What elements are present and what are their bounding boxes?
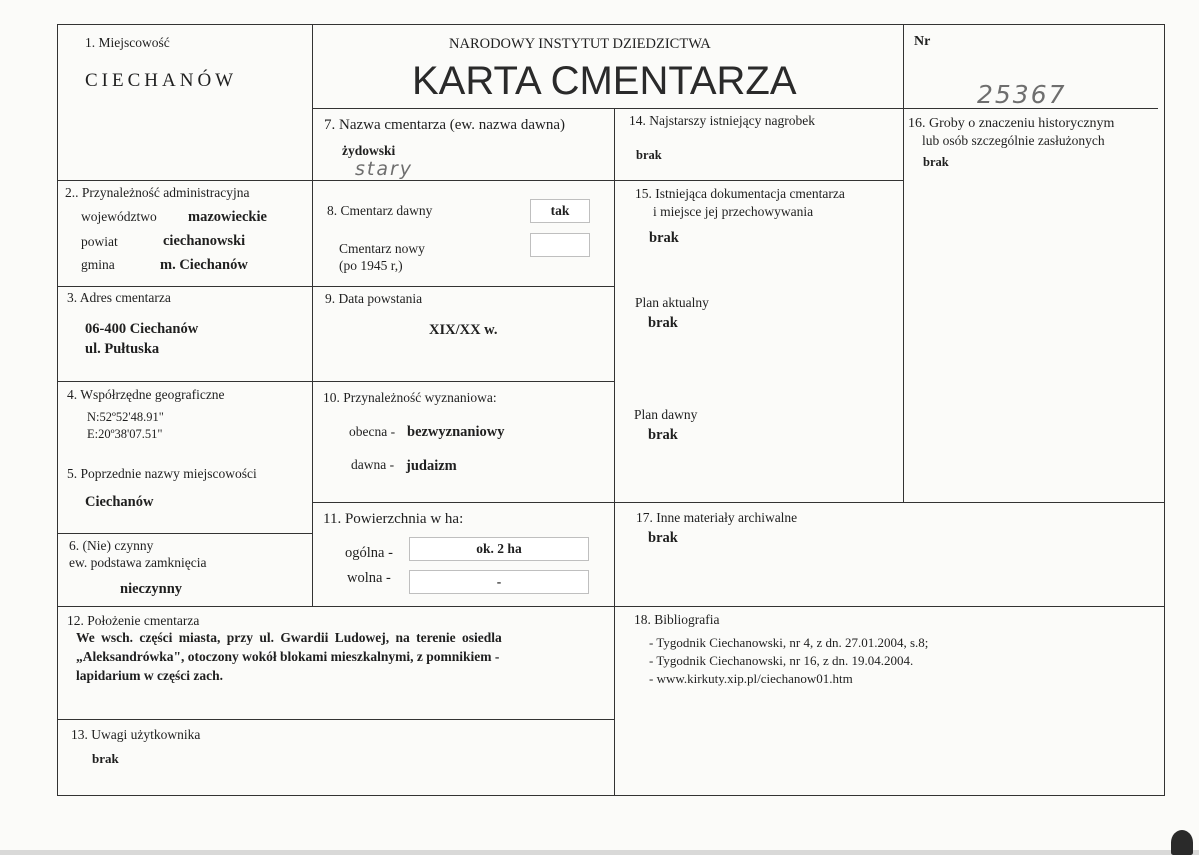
f8-nowy-sublabel: (po 1945 r,): [339, 258, 403, 273]
divider-col3: [903, 24, 904, 502]
f7-handwritten: stary: [355, 158, 414, 180]
bibliography-item: - Tygodnik Ciechanowski, nr 4, z dn. 27.01.2004, s.8;: [649, 635, 929, 650]
f10-obecna-label: obecna -: [349, 424, 396, 439]
border-left: [57, 24, 58, 796]
scan-blot: [1171, 830, 1193, 855]
f14-value: brak: [636, 148, 662, 162]
border-right: [1164, 24, 1165, 796]
divider-col1: [312, 24, 313, 606]
f6-value: nieczynny: [120, 581, 183, 597]
nr-label: Nr: [914, 34, 931, 49]
divider-f10: [312, 502, 1165, 503]
f3-line2: ul. Pułtuska: [85, 341, 160, 357]
divider-f9: [312, 381, 615, 382]
divider-col2: [614, 108, 615, 795]
cemetery-card-form: [57, 24, 1165, 796]
f10-dawna-label: dawna -: [351, 457, 395, 472]
f12-line2: „Aleksandrówka", otoczony wokół blokami mieszkalnymi, z pomnikiem -: [76, 649, 500, 664]
f8-nowy-label: Cmentarz nowy: [339, 241, 425, 256]
divider-f5: [57, 533, 313, 534]
f8-nowy-box[interactable]: [530, 233, 590, 257]
f15-value: brak: [649, 230, 679, 246]
f11-ogolna-box[interactable]: ok. 2 ha: [409, 537, 589, 561]
divider-f14: [614, 180, 904, 181]
f8-dawny-label: 8. Cmentarz dawny: [327, 203, 433, 218]
border-bottom: [57, 795, 1165, 796]
f2-woj-value: mazowieckie: [188, 209, 267, 225]
f10-dawna-value: judaizm: [406, 458, 457, 474]
document-title: KARTA CMENTARZA: [412, 59, 797, 103]
f17-value: brak: [648, 530, 678, 546]
f2-gmina-value: m. Ciechanów: [160, 257, 248, 273]
divider-f7: [312, 180, 615, 181]
f6-label: 6. (Nie) czynny: [69, 538, 154, 553]
f13-label: 13. Uwagi użytkownika: [71, 727, 201, 742]
f4-label: 4. Współrzędne geograficzne: [67, 387, 225, 402]
divider-f8: [312, 286, 615, 287]
f7-label: 7. Nazwa cmentarza (ew. nazwa dawna): [324, 117, 565, 133]
plan-aktualny-label: Plan aktualny: [635, 295, 709, 310]
divider-f3: [57, 381, 313, 382]
f4-longitude: E:20º38'07.51": [87, 427, 163, 441]
f3-label: 3. Adres cmentarza: [67, 290, 171, 305]
f1-value: CIECHANÓW: [85, 70, 238, 91]
f16-label: 16. Groby o znaczeniu historycznym: [908, 116, 1115, 131]
nr-value-handwritten: 25367: [977, 80, 1067, 109]
divider-f1: [57, 180, 313, 181]
f14-label: 14. Najstarszy istniejący nagrobek: [629, 113, 815, 128]
divider-f12: [57, 719, 615, 720]
f15-label: 15. Istniejąca dokumentacja cmentarza: [635, 186, 845, 201]
f9-label: 9. Data powstania: [325, 291, 423, 306]
f2-powiat-label: powiat: [81, 234, 118, 249]
bibliography-item: - Tygodnik Ciechanowski, nr 16, z dn. 19.04.2004.: [649, 653, 914, 668]
institute-name: NARODOWY INSTYTUT DZIEDZICTWA: [449, 36, 711, 52]
f15-sublabel: i miejsce jej przechowywania: [653, 204, 814, 219]
divider-f2: [57, 286, 313, 287]
f16-sublabel: lub osób szczególnie zasłużonych: [922, 133, 1105, 148]
f9-value: XIX/XX w.: [429, 322, 498, 338]
divider-f6: [57, 606, 1165, 607]
scan-edge-shadow: [0, 850, 1199, 855]
f10-obecna-value: bezwyznaniowy: [407, 424, 505, 440]
f11-label: 11. Powierzchnia w ha:: [323, 511, 464, 527]
f5-value: Ciechanów: [85, 494, 154, 510]
border-top: [57, 24, 1165, 25]
f18-label: 18. Bibliografia: [634, 612, 720, 627]
f7-value: żydowski: [342, 143, 396, 158]
f8-dawny-box[interactable]: tak: [530, 199, 590, 223]
f2-woj-label: województwo: [81, 209, 157, 224]
f2-powiat-value: ciechanowski: [163, 233, 246, 249]
bibliography-item: - www.kirkuty.xip.pl/ciechanow01.htm: [649, 671, 853, 686]
f10-label: 10. Przynależność wyznaniowa:: [323, 390, 497, 405]
f11-ogolna-label: ogólna -: [345, 545, 393, 561]
f1-label: 1. Miejscowość: [85, 35, 170, 50]
f12-line3: lapidarium w części zach.: [76, 668, 223, 683]
f17-label: 17. Inne materiały archiwalne: [636, 510, 798, 525]
f12-label: 12. Położenie cmentarza: [67, 613, 200, 628]
f2-gmina-label: gmina: [81, 257, 115, 272]
plan-dawny-value: brak: [648, 427, 678, 443]
f11-wolna-box[interactable]: -: [409, 570, 589, 594]
f3-line1: 06-400 Ciechanów: [85, 321, 199, 337]
f12-line1: We wsch. części miasta, przy ul. Gwardii Ludowej, na terenie osiedla: [76, 630, 502, 645]
plan-dawny-label: Plan dawny: [634, 407, 698, 422]
f11-wolna-label: wolna -: [347, 570, 391, 586]
f6-sublabel: ew. podstawa zamknięcia: [69, 555, 207, 570]
f16-value: brak: [923, 155, 949, 169]
f13-value: brak: [92, 751, 119, 766]
f4-latitude: N:52º52'48.91": [87, 410, 164, 424]
plan-aktualny-value: brak: [648, 315, 678, 331]
f5-label: 5. Poprzednie nazwy miejscowości: [67, 466, 257, 481]
f2-label: 2.. Przynależność administracyjna: [65, 185, 250, 200]
